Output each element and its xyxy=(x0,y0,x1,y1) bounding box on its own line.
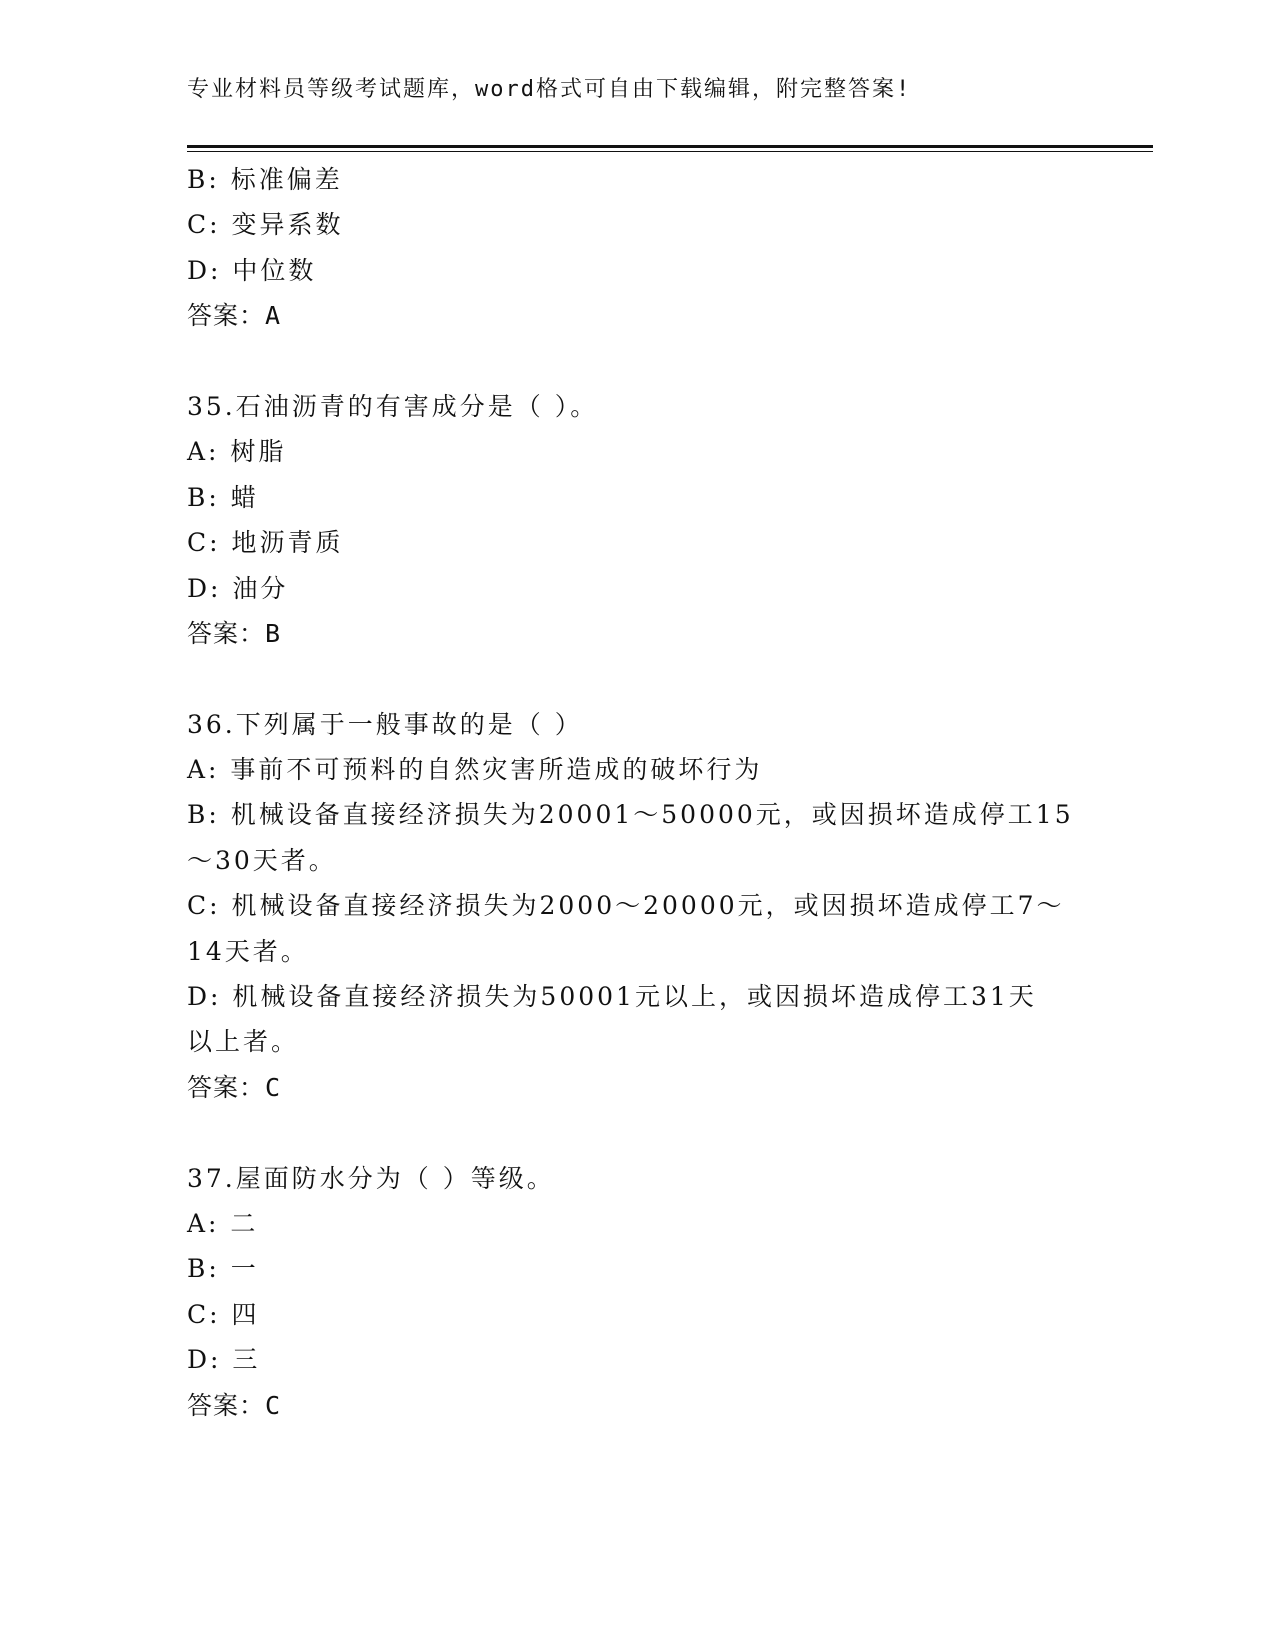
question-block xyxy=(187,702,1074,1111)
page-header: 专业材料员等级考试题库，word格式可自由下载编辑，附完整答案! xyxy=(187,77,912,102)
option-line: B: 蜡 xyxy=(187,482,259,512)
header-rule-thick xyxy=(187,145,1153,148)
question-block xyxy=(187,157,1067,339)
option-line: C: 地沥青质 xyxy=(187,528,344,558)
option-line: B: 一 xyxy=(187,1254,259,1284)
option-line-continued: 14天者。 xyxy=(187,936,309,966)
header-rule-thin xyxy=(187,151,1153,152)
question-stem: 37.屋面防水分为（ ）等级。 xyxy=(187,1163,555,1193)
option-line-continued: ～30天者。 xyxy=(187,845,337,875)
option-line: A: 事前不可预料的自然灾害所造成的破坏行为 xyxy=(187,755,763,785)
block-spacer xyxy=(187,1110,1067,1155)
option-line: D: 三 xyxy=(187,1345,261,1375)
option-line: D: 机械设备直接经济损失为50001元以上，或因损坏造成停工31天 xyxy=(187,982,1037,1012)
question-block xyxy=(187,1156,1067,1428)
option-line: C: 四 xyxy=(187,1299,260,1329)
option-line-continued: 以上者。 xyxy=(187,1027,300,1057)
option-line: B: 机械设备直接经济损失为20001～50000元，或因损坏造成停工15 xyxy=(187,800,1074,830)
question-stem: 36.下列属于一般事故的是（ ） xyxy=(187,709,583,739)
question-block xyxy=(187,384,1067,656)
block-spacer xyxy=(187,656,1067,701)
answer-line: 答案：C xyxy=(187,1390,282,1420)
question-stem: 35.石油沥青的有害成分是（ ）。 xyxy=(187,391,599,421)
answer-line: 答案：B xyxy=(187,618,282,648)
option-line: C: 机械设备直接经济损失为2000～20000元，或因损坏造成停工7～ xyxy=(187,891,1065,921)
option-line: A: 二 xyxy=(187,1208,259,1238)
answer-line: 答案：C xyxy=(187,1072,282,1102)
option-line: C: 变异系数 xyxy=(187,210,344,240)
option-line: B: 标准偏差 xyxy=(187,165,343,194)
answer-line: 答案：A xyxy=(187,301,282,331)
block-spacer xyxy=(187,339,1067,384)
question-content xyxy=(187,157,1074,1428)
option-line: A: 树脂 xyxy=(187,437,287,467)
option-line: D: 中位数 xyxy=(187,255,317,285)
option-line: D: 油分 xyxy=(187,573,289,603)
